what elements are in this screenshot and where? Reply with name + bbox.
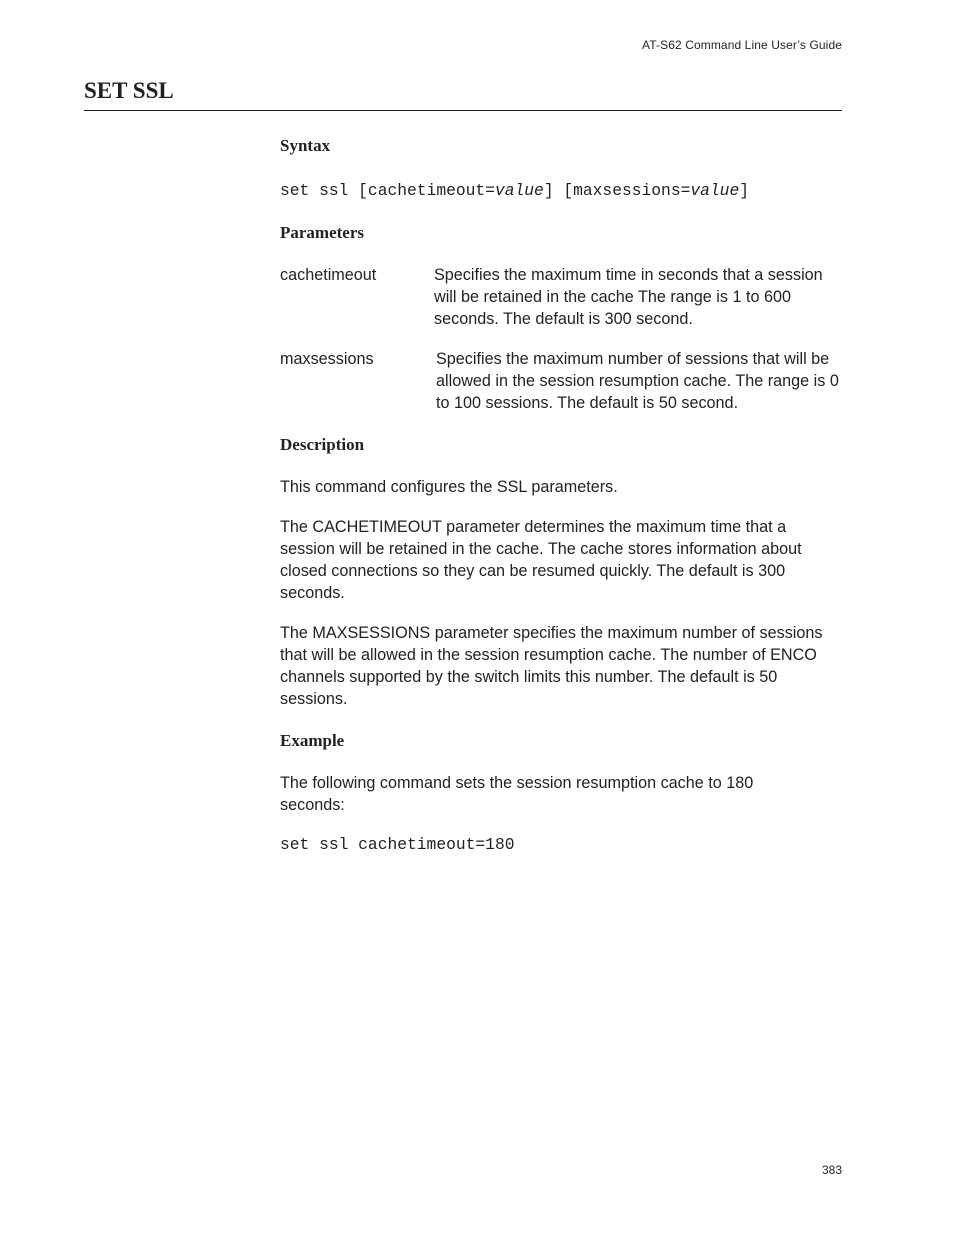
running-header: AT-S62 Command Line User’s Guide xyxy=(642,38,842,52)
example-code: set ssl cachetimeout=180 xyxy=(280,835,515,854)
description-paragraph-2: The CACHETIMEOUT parameter determines the maximum time that a session will be retained in the cache. The cache stores information about closed connections so they can be resumed quickly. The default is 300 seconds. xyxy=(280,518,802,602)
param-desc-cachetimeout: Specifies the maximum time in seconds that a session will be retained in the cache The range is 1 to 600 seconds. The default is 300 second. xyxy=(434,266,823,328)
title-rule xyxy=(84,110,842,111)
example-text: The following command sets the session resumption cache to 180 seconds: xyxy=(280,774,754,814)
syntax-arg-value-2: value xyxy=(690,181,740,200)
syntax-mid: ] [maxsessions= xyxy=(543,181,691,200)
description-paragraph-1: This command configures the SSL parameters. xyxy=(280,478,618,496)
param-name-cachetimeout: cachetimeout xyxy=(280,266,377,284)
example-heading: Example xyxy=(280,731,345,750)
syntax-heading: Syntax xyxy=(280,136,331,155)
page-title: SET SSL xyxy=(84,78,174,103)
syntax-arg-value-1: value xyxy=(494,181,544,200)
syntax-cmd: set ssl [cachetimeout= xyxy=(280,181,495,200)
param-name-maxsessions: maxsessions xyxy=(280,350,374,368)
description-paragraph-3: The MAXSESSIONS parameter specifies the maximum number of sessions that will be allowed in the session resumption cache. The number of ENCO channels supported by the switch limits this number. The default is 50 sessions. xyxy=(280,624,823,708)
page-number: 383 xyxy=(821,1163,842,1177)
parameters-heading: Parameters xyxy=(280,223,365,242)
description-heading: Description xyxy=(280,435,365,454)
syntax-code xyxy=(280,181,749,200)
param-desc-maxsessions: Specifies the maximum number of sessions that will be allowed in the session resumption cache. The range is 0 to 100 sessions. The default is 50 second. xyxy=(436,350,839,412)
syntax-end: ] xyxy=(739,181,750,200)
